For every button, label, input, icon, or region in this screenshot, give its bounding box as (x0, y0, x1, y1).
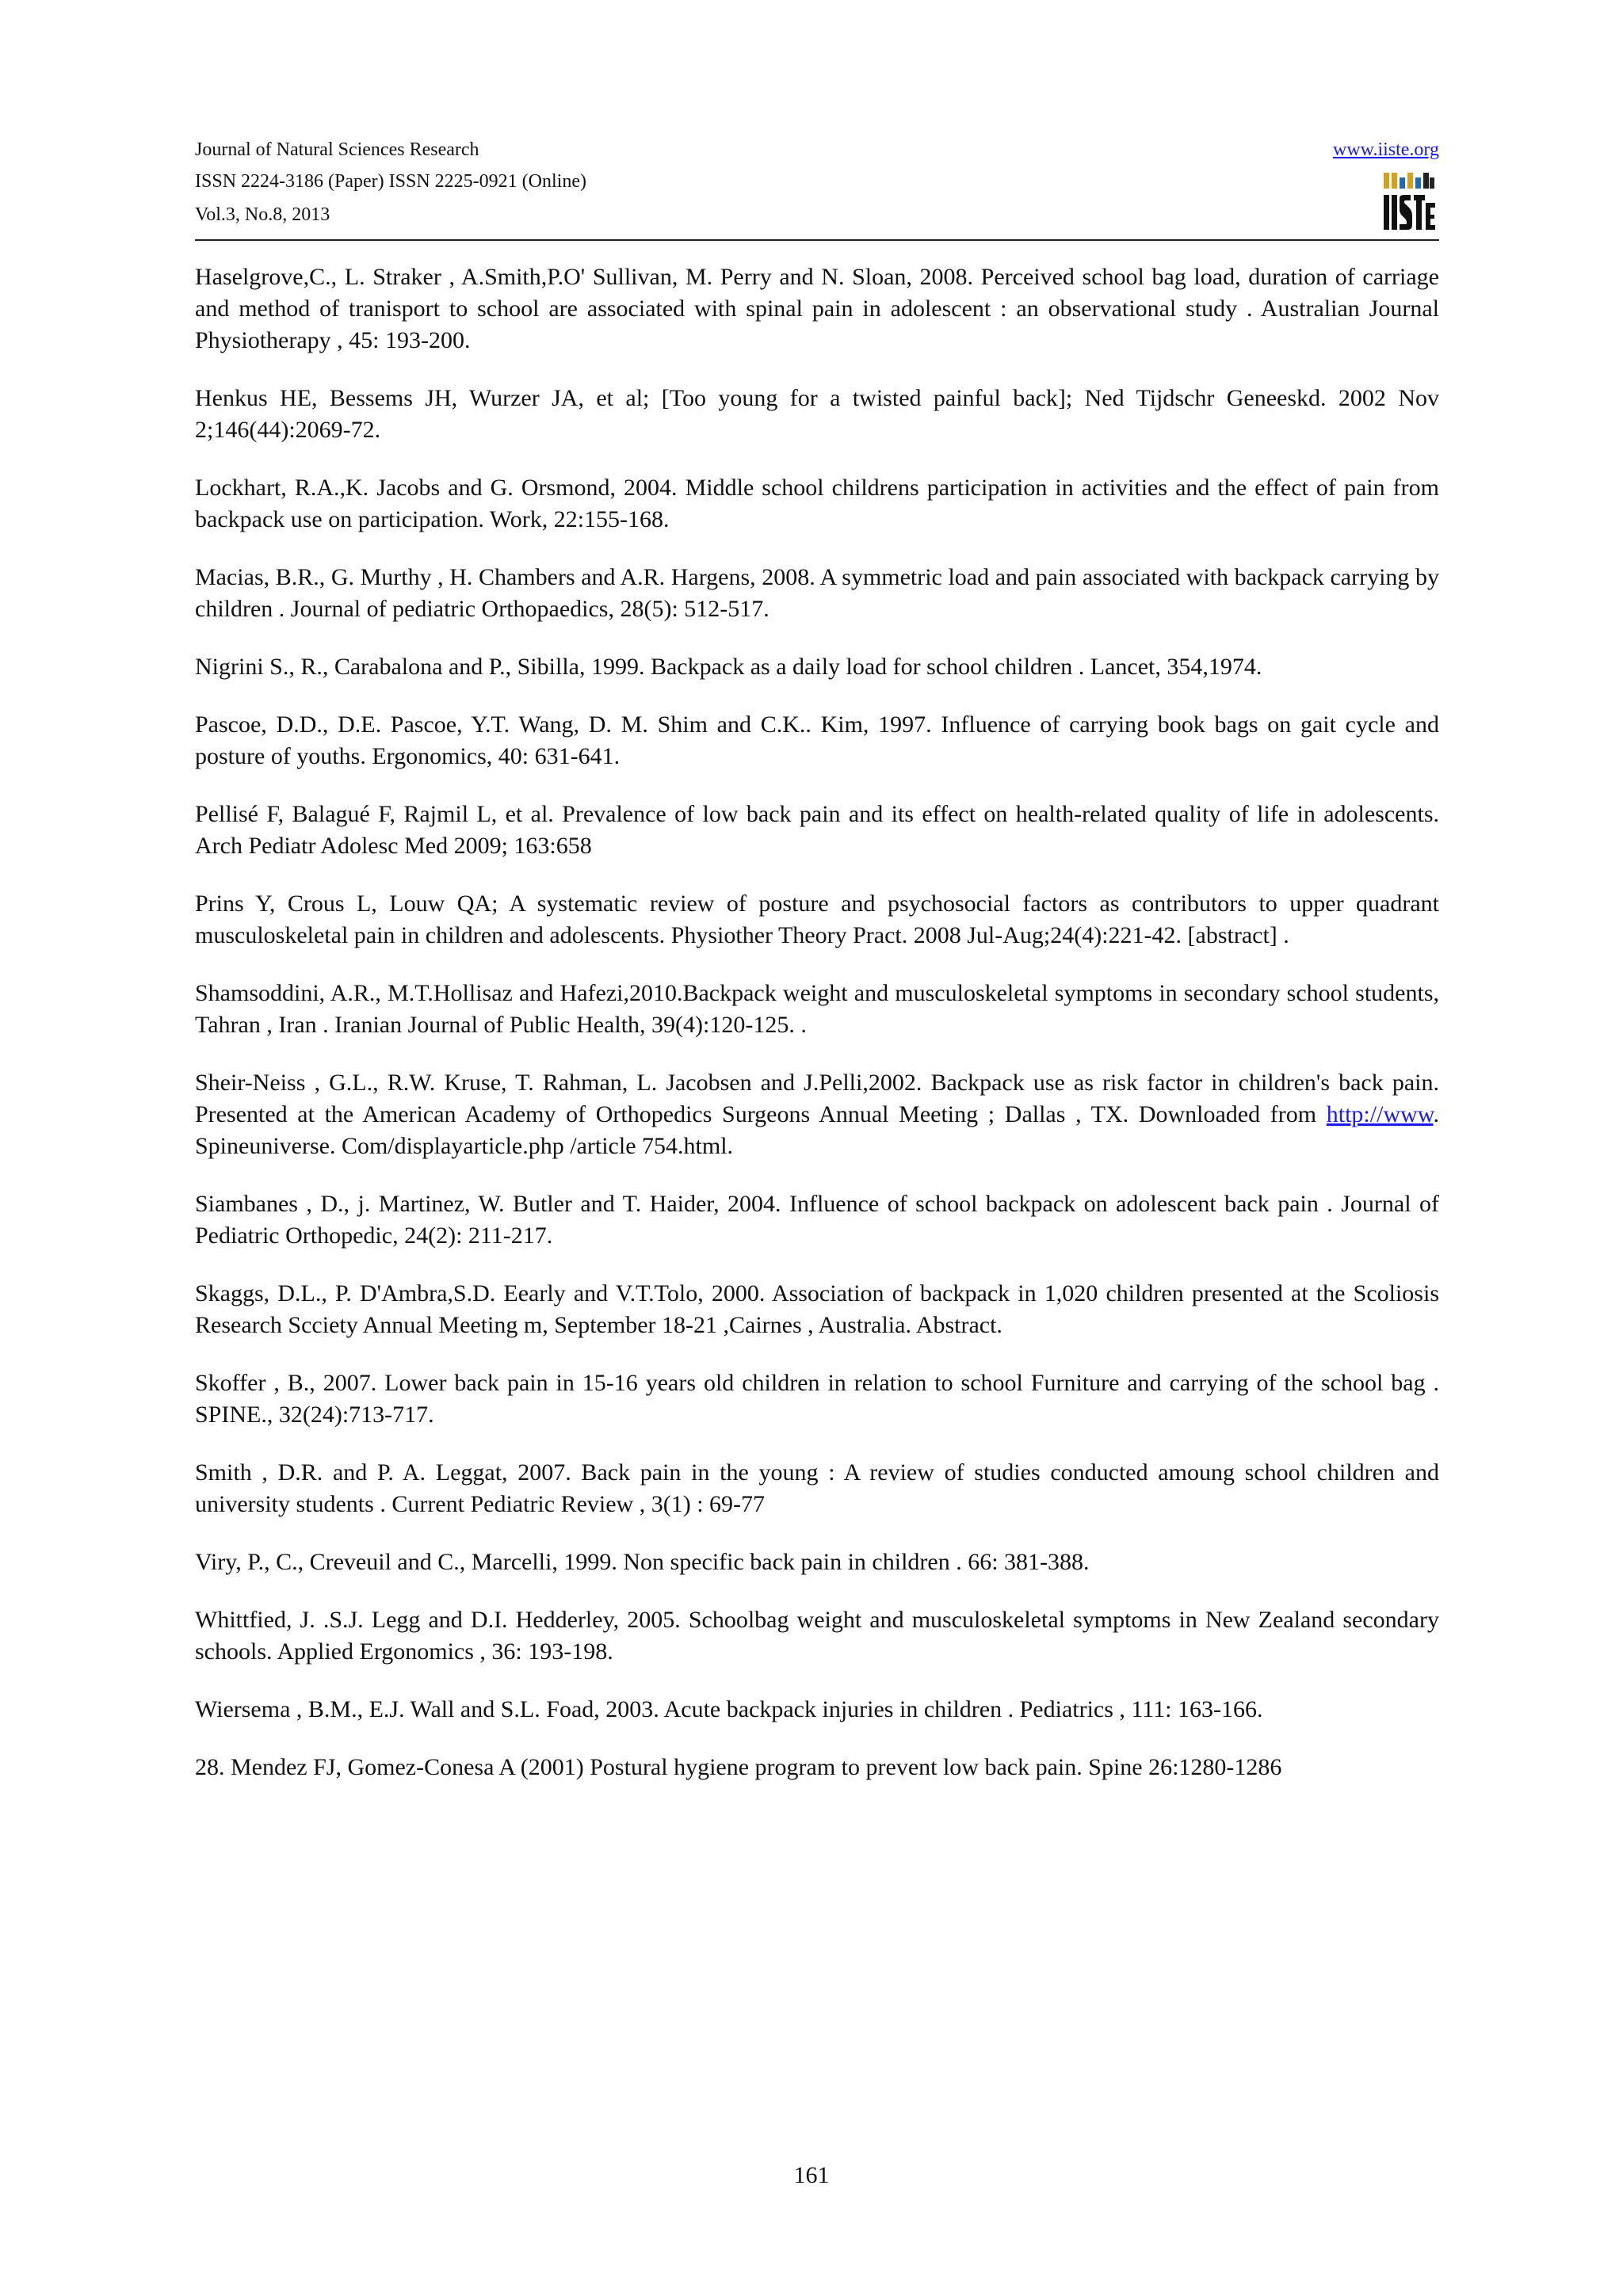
page-header (195, 135, 1439, 241)
reference-item: 28. Mendez FJ, Gomez-Conesa A (2001) Postural hygiene program to prevent low back pain. Spine 26:1280-1286 (195, 1754, 1282, 1780)
website-link[interactable]: www.iiste.org (1333, 139, 1439, 160)
reference-item: Viry, P., C., Creveuil and C., Marcelli, 1999. Non specific back pain in children . 66: 381-388. (195, 1549, 1090, 1575)
reference-item: Haselgrove,C., L. Straker , A.Smith,P.O' Sullivan, M. Perry and N. Sloan, 2008. Perceived school bag load, duration of carriage and method of tranisport to school are associated with spinal pain in adolescent : an observational study . Australian Journal Physiotherapy , 45: 193-200. (195, 264, 1439, 353)
reference-item: Pascoe, D.D., D.E. Pascoe, Y.T. Wang, D. M. Shim and C.K.. Kim, 1997. Influence of carrying book bags on gait cycle and posture of youths. Ergonomics, 40: 631-641. (195, 711, 1439, 769)
reference-item: Skoffer , B., 2007. Lower back pain in 15-16 years old children in relation to school Furniture and carrying of the school bag . SPINE., 32(24):713-717. (195, 1370, 1439, 1428)
reference-item: Prins Y, Crous L, Louw QA; A systematic review of posture and psychosocial factors as contributors to upper quadrant musculoskeletal pain in children and adolescents. Physiother Theory Pract. 2008 Jul-Aug;24(4):221-42. [abstract] . (195, 891, 1439, 948)
reference-item: Siambanes , D., j. Martinez, W. Butler and T. Haider, 2004. Influence of school backpack on adolescent back pain . Journal of Pediatric Orthopedic, 24(2): 211-217. (195, 1191, 1439, 1249)
references-list (195, 261, 1439, 1810)
reference-item: Whittfied, J. .S.J. Legg and D.I. Hedderley, 2005. Schoolbag weight and musculoskeletal symptoms in New Zealand secondary schools. Applied Ergonomics , 36: 193-198. (195, 1607, 1439, 1665)
reference-item: Skaggs, D.L., P. D'Ambra,S.D. Eearly and V.T.Tolo, 2000. Association of backpack in 1,020 children presented at the Scoliosis Research Scciety Annual Meeting m, September 18-21 ,Cairnes , Australia. Abstract. (195, 1280, 1439, 1338)
reference-item (195, 1067, 1439, 1162)
reference-item: Henkus HE, Bessems JH, Wurzer JA, et al; [Too young for a twisted painful back]; Ned Tijdschr Geneeskd. 2002 Nov 2;146(44):2069-72. (195, 385, 1439, 443)
reference-item: Shamsoddini, A.R., M.T.Hollisaz and Hafezi,2010.Backpack weight and musculoskeletal symptoms in secondary school students, Tahran , Iran . Iranian Journal of Public Health, 39(4):120-125. . (195, 980, 1439, 1038)
issn-line: ISSN 2224-3186 (Paper) ISSN 2225-0921 (Online) (195, 171, 586, 192)
reference-text-before: Sheir-Neiss , G.L., R.W. Kruse, T. Rahman, L. Jacobsen and J.Pelli,2002. Backpack use as risk factor in children's back pain. Presented at the American Academy of Orthopedics Surgeons Annual Meeting ; Dallas , TX. Downloaded from (195, 1070, 1439, 1127)
reference-link[interactable]: http://www (1326, 1101, 1434, 1127)
reference-item: Nigrini S., R., Carabalona and P., Sibilla, 1999. Backpack as a daily load for school children . Lancet, 354,1974. (195, 654, 1262, 680)
volume-line: Vol.3, No.8, 2013 (195, 204, 330, 225)
reference-item: Pellisé F, Balagué F, Rajmil L, et al. Prevalence of low back pain and its effect on health-related quality of life in adolescents. Arch Pediatr Adolesc Med 2009; 163:658 (195, 801, 1439, 859)
journal-name: Journal of Natural Sciences Research (195, 139, 479, 160)
reference-item: Macias, B.R., G. Murthy , H. Chambers and A.R. Hargens, 2008. A symmetric load and pain associated with backpack carrying by children . Journal of pediatric Orthopaedics, 28(5): 512-517. (195, 564, 1439, 622)
reference-item: Lockhart, R.A.,K. Jacobs and G. Orsmond, 2004. Middle school childrens participation in activities and the effect of pain from backpack use on participation. Work, 22:155-168. (195, 475, 1439, 532)
reference-text-after: . Spineuniverse. Com/displayarticle.php /article 754.html. (195, 1101, 1439, 1159)
iiste-logo-icon (1382, 171, 1436, 233)
reference-item: Smith , D.R. and P. A. Leggat, 2007. Back pain in the young : A review of studies conducted amoung school children and university students . Current Pediatric Review , 3(1) : 69-77 (195, 1459, 1439, 1517)
page-number: 161 (793, 2162, 830, 2188)
reference-item: Wiersema , B.M., E.J. Wall and S.L. Foad, 2003. Acute backpack injuries in children . Pediatrics , 111: 163-166. (195, 1696, 1263, 1722)
